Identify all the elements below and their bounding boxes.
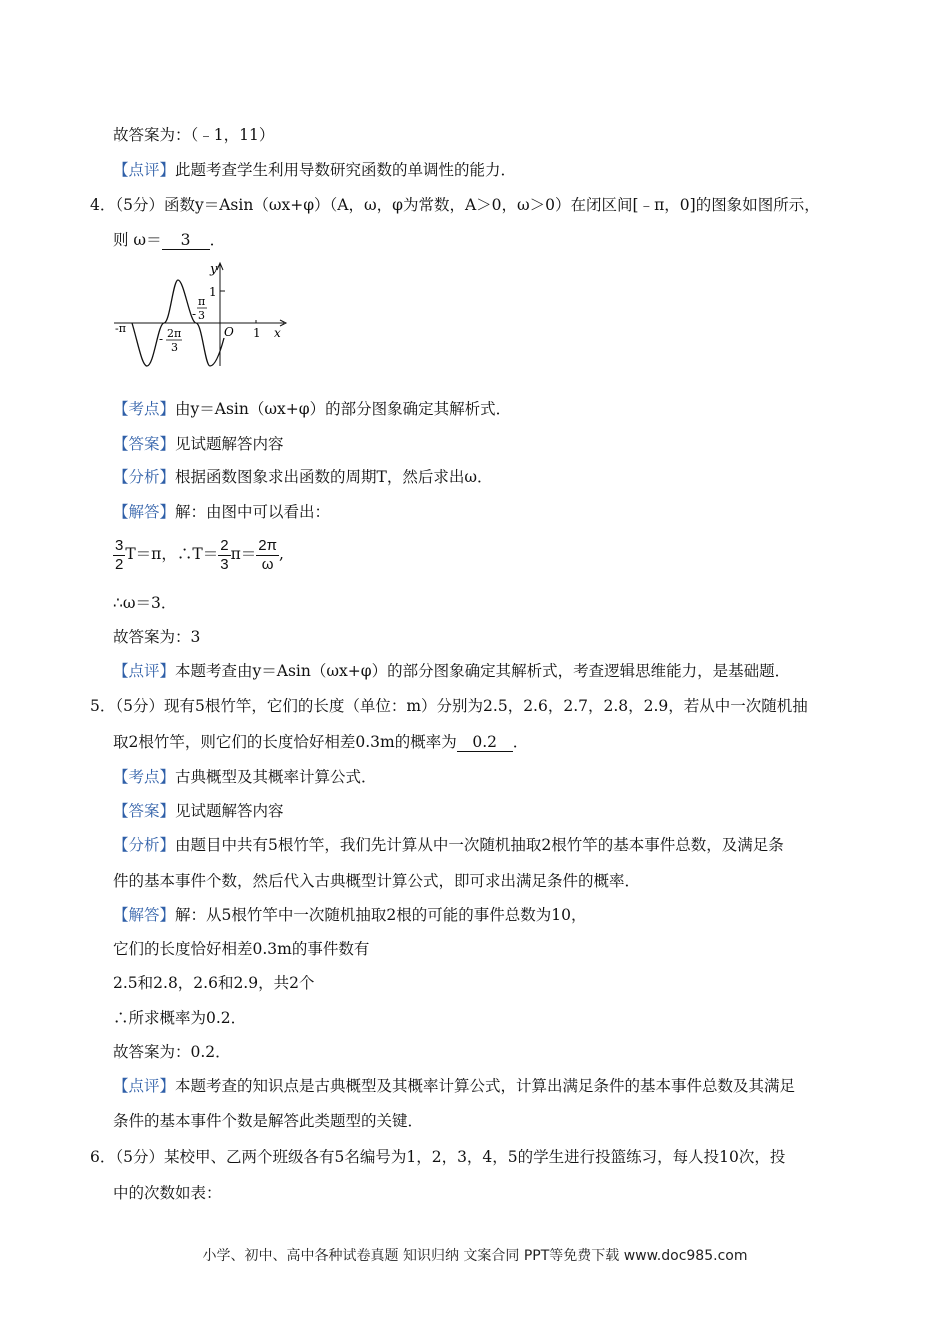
minus-sign: -: [159, 332, 164, 346]
answer-blank: 0.2: [457, 733, 513, 752]
jieda-line-3: 2.5和2.8，2.6和2.9，共2个: [113, 974, 315, 992]
daan-line: [113, 800, 284, 822]
comment-line-2: 条件的基本事件个数是解答此类题型的关键．: [113, 1112, 424, 1130]
kaodian-text: 古典概型及其概率计算公式．: [175, 768, 377, 786]
question-6-line2: 中的次数如表：: [113, 1184, 222, 1202]
fraction-numerator: 2: [220, 536, 229, 554]
question-text: （5分）某校甲、乙两个班级各有5名编号为1，2，3，4，5的学生进行投篮练习，每人投10次，投: [115, 1148, 786, 1166]
question-number: 5．: [90, 697, 116, 715]
comment-tag: 【点评】: [113, 1077, 176, 1095]
comment-line: [113, 660, 790, 682]
origin-label: O: [224, 325, 234, 339]
fraction: [256, 537, 279, 574]
fraction: [218, 537, 230, 574]
fenxi-line: [113, 466, 493, 488]
kaodian-text: 由y＝Asin（ωx+φ）的部分图象确定其解析式．: [175, 400, 512, 418]
fraction-numerator: 3: [115, 536, 124, 554]
fraction-denominator: 2: [115, 555, 124, 573]
equation-text: π＝: [230, 545, 257, 563]
kaodian-line: [113, 398, 511, 420]
pi-over-3-num: π: [198, 295, 206, 308]
kaodian-line: [113, 766, 377, 788]
question-text: （5分）函数y＝Asin（ωx+φ）（A，ω，φ为常数，A＞0，ω＞0）在闭区间[﹣π，0]的图象如图所示，: [115, 196, 820, 214]
question-text: 取2根竹竿，则它们的长度恰好相差0.3m的概率为: [113, 733, 457, 751]
question-number: 6．: [90, 1148, 116, 1166]
equation-text: ,: [278, 545, 284, 563]
kaodian-tag: 【考点】: [113, 768, 176, 786]
question-5-line1: [90, 695, 808, 717]
jieda-line-2: 它们的长度恰好相差0.3m的事件数有: [113, 940, 370, 958]
question-text: （5分）现有5根竹竿，它们的长度（单位：m）分别为2.5，2.6，2.7，2.8，2.9，若从中一次随机抽: [115, 697, 808, 715]
comment-tag: 【点评】: [113, 161, 176, 179]
fenxi-line-2: 件的基本事件个数，然后代入古典概型计算公式，即可求出满足条件的概率．: [113, 872, 641, 890]
kaodian-tag: 【考点】: [113, 400, 176, 418]
answer-line: 故答案为：3: [113, 628, 201, 646]
question-6-line1: [90, 1146, 785, 1168]
equation-text: T＝π，∴T＝: [125, 545, 219, 563]
jieda-line: [113, 501, 330, 523]
comment-text: 本题考查的知识点是古典概型及其概率计算公式，计算出满足条件的基本事件总数及其满足: [175, 1077, 796, 1095]
fenxi-text: 由题目中共有5根竹竿，我们先计算从中一次随机抽取2根竹竿的基本事件总数，及满足条: [175, 836, 784, 854]
daan-tag: 【答案】: [113, 802, 176, 820]
daan-text: 见试题解答内容: [175, 802, 284, 820]
question-5-line2: [113, 731, 528, 753]
therefore-line: ∴ω＝3．: [113, 594, 177, 612]
y-one-label: 1: [209, 285, 217, 299]
pi-over-3-den: 3: [198, 309, 205, 322]
answer-line: 故答案为：（﹣1，11）: [113, 126, 275, 144]
jieda-line: [113, 904, 586, 926]
jieda-line-4: ∴所求概率为0.2．: [113, 1009, 247, 1027]
jieda-tag: 【解答】: [113, 906, 176, 924]
question-4-line1: [90, 194, 820, 216]
fraction: [113, 537, 125, 574]
minus-sign: -: [192, 307, 197, 321]
comment-line: [113, 159, 516, 181]
x-label: x: [274, 326, 281, 340]
jieda-text: 解：由图中可以看出：: [175, 503, 331, 521]
fraction-denominator: 3: [220, 555, 229, 573]
question-text: ．: [209, 231, 226, 249]
two-pi-over-3-num: 2π: [167, 327, 182, 340]
question-text: 则 ω＝: [113, 231, 162, 249]
fenxi-tag: 【分析】: [113, 468, 176, 486]
comment-text: 本题考查由y＝Asin（ωx+φ）的部分图象确定其解析式，考查逻辑思维能力，是基础题．: [175, 662, 791, 680]
two-pi-over-3-den: 3: [171, 341, 178, 354]
fenxi-line: [113, 834, 784, 856]
comment-tag: 【点评】: [113, 662, 176, 680]
question-4-line2: [113, 229, 225, 251]
jieda-tag: 【解答】: [113, 503, 176, 521]
fenxi-text: 根据函数图象求出函数的周期T，然后求出ω．: [175, 468, 493, 486]
answer-blank: 3: [162, 231, 210, 250]
sine-graph: [112, 258, 292, 370]
answer-line: 故答案为：0.2．: [113, 1043, 231, 1061]
jieda-text: 解：从5根竹竿中一次随机抽取2根的可能的事件总数为10，: [175, 906, 587, 924]
fenxi-tag: 【分析】: [113, 836, 176, 854]
page-footer: 小学、初中、高中各种试卷真题 知识归纳 文案合同 PPT等免费下载 www.doc985.com: [202, 1248, 748, 1264]
comment-line: [113, 1075, 795, 1097]
y-label: y: [210, 262, 218, 277]
x-one-label: 1: [253, 326, 261, 340]
comment-text: 此题考查学生利用导数研究函数的单调性的能力．: [175, 161, 517, 179]
fraction-denominator: ω: [261, 555, 274, 573]
daan-text: 见试题解答内容: [175, 435, 284, 453]
daan-tag: 【答案】: [113, 435, 176, 453]
daan-line: [113, 433, 284, 455]
equation-line: [113, 534, 284, 574]
fraction-numerator: 2π: [258, 536, 277, 554]
question-text: ．: [512, 733, 529, 751]
question-number: 4．: [90, 196, 116, 214]
neg-pi-label: -π: [115, 322, 126, 335]
